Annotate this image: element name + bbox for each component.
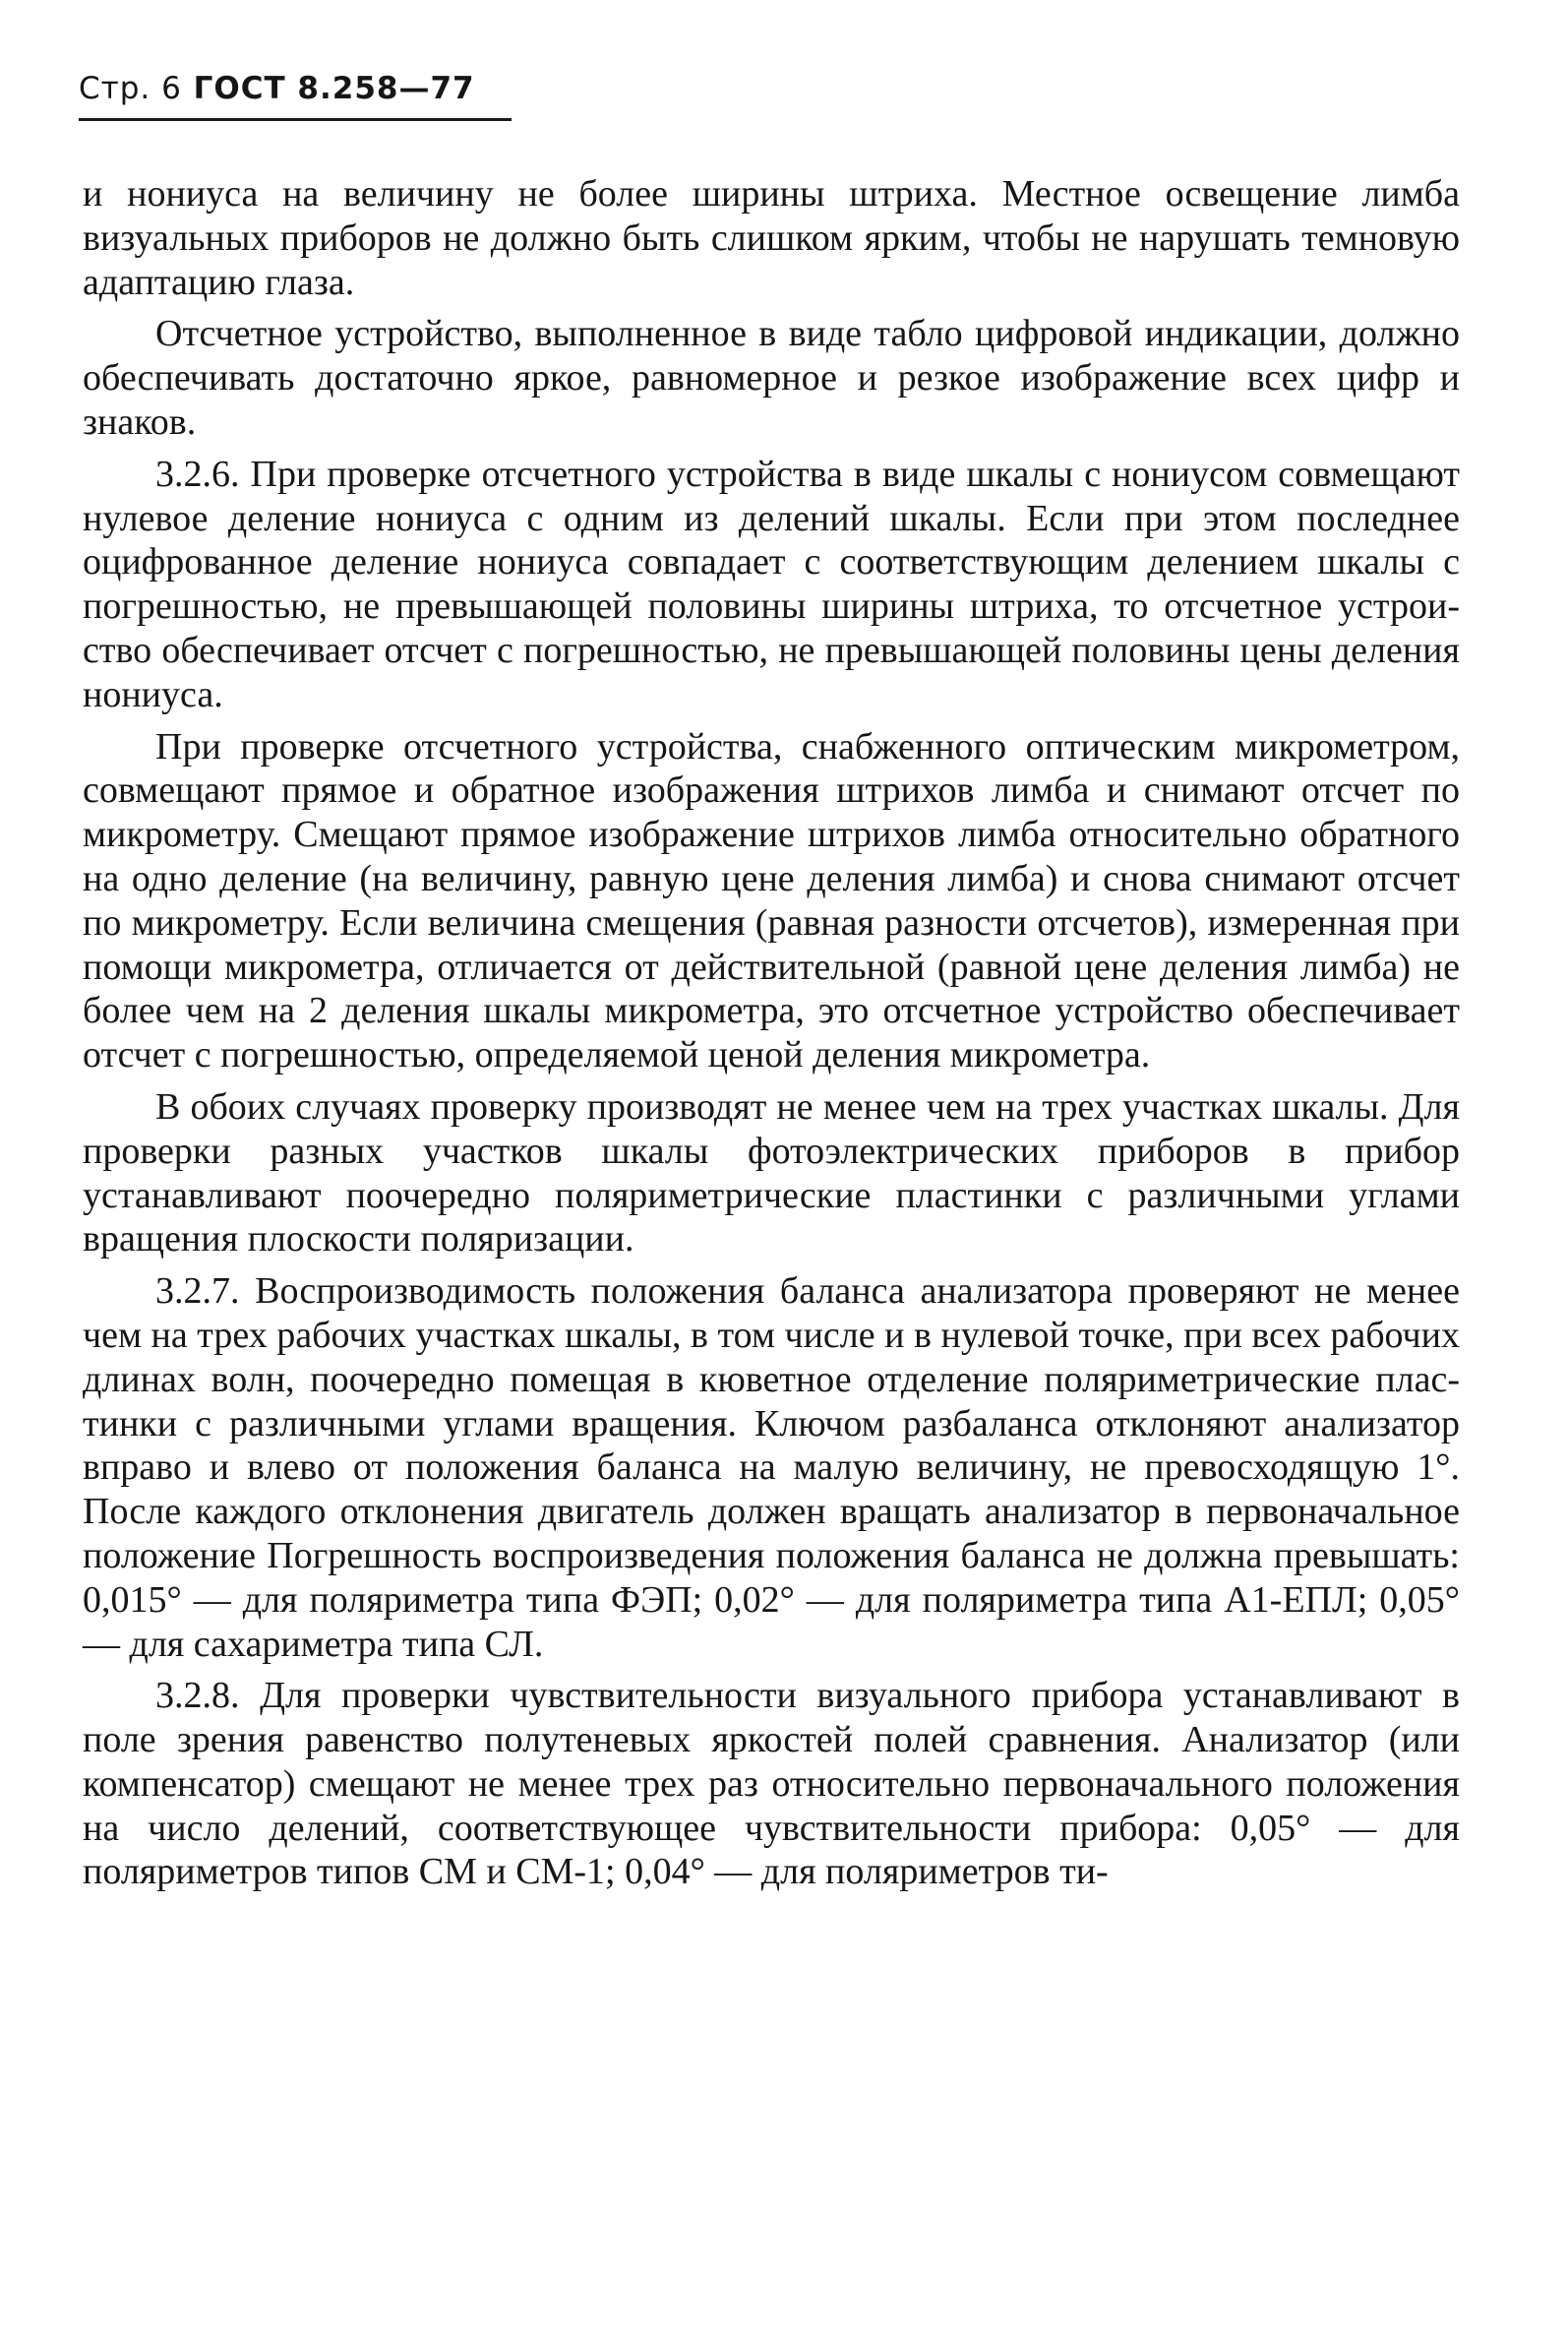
paragraph-continuation: и нониуса на величину не более ширины штриха. Местное освещение лимба визуальных приборов не должно быть слишком ярким, чтобы не нарушать темновую адаптацию глаза.	[83, 173, 1460, 303]
header-rule	[79, 118, 512, 121]
page-number: Стр. 6	[79, 71, 182, 106]
paragraph-3-2-7: 3.2.7. Воспроизводимость положения баланса анализатора проверяют не менее чем на трех рабочих участках шкалы, в том числе и в нулевой точке, при всех рабочих длинах волн, поочередно помещая в кюветное отделение поляриметрические пластинки с различными углами вращения. Ключом разбаланса отклоняют анализатор вправо и влево от положения баланса на малую величину, не превосходящую 1°. После каждого отклонения двигатель должен вращать анализатор в первоначальное положение Погрешность воспроизведения положения баланса не должна превышать: 0,015° — для поляриметра типа ФЭП; 0,02° — для поляриметра типа А1-ЕПЛ; 0,05° — для сахариметра типа СЛ.	[83, 1270, 1460, 1665]
body-text	[83, 172, 1460, 1894]
standard-code: ГОСТ 8.258—77	[193, 71, 475, 106]
paragraph-optical-micrometer: При проверке отсчетного устройства, снабженного оптическим микрометром, совмещают прямое и обратное изображения штрихов лимба и снимают отсчет по микрометру. Смещают прямое изображение штрихов лимба относительно обратного на одно деление (на величину, равную цене деления лимба) и снова снимают отсчет по микрометру. Если величина смещения (равная разности отсчетов), измеренная при помощи микрометра, отличается от действительной (равной цене деления лимба) не более чем на 2 деления шкалы микрометра, это отсчетное устройство обеспечивает отсчет с погрешностью, определяемой ценой деления микрометра.	[83, 725, 1460, 1076]
paragraph-display-device: Отсчетное устройство, выполненное в виде табло цифровой индикации, должно обеспечивать достаточно яркое, равномерное и резкое изображение всех цифр и знаков.	[83, 313, 1460, 443]
paragraph-3-2-6: 3.2.6. При проверке отсчетного устройства в виде шкалы с нониусом совмещают нулевое деление нониуса с одним из делений шкалы. Если при этом последнее оцифрованное деление нониуса совпадает с соответствующим делением шкалы с погрешностью, не превышающей половины ширины штриха, то отсчетное устроиство обеспечивает отсчет с погрешностью, не превышающей половины цены деления нониуса.	[83, 453, 1460, 715]
paragraph-both-cases: В обоих случаях проверку производят не менее чем на трех участках шкалы. Для проверки разных участков шкалы фотоэлектрических приборов в прибор устанавливают поочередно поляриметрические пластинки с различными углами вращения плоскости поляризации.	[83, 1085, 1460, 1260]
paragraph-3-2-8: 3.2.8. Для проверки чувствительности визуального прибора устанавливают в поле зрения равенство полутеневых яркостей полей сравнения. Анализатор (или компенсатор) смещают не менее трех раз относительно первоначального положения на число делений, соответствующее чувствительности прибора: 0,05° — для поляриметров типов СМ и СМ-1; 0,04° — для поляриметров ти-	[83, 1675, 1460, 1893]
page-header	[79, 71, 475, 106]
